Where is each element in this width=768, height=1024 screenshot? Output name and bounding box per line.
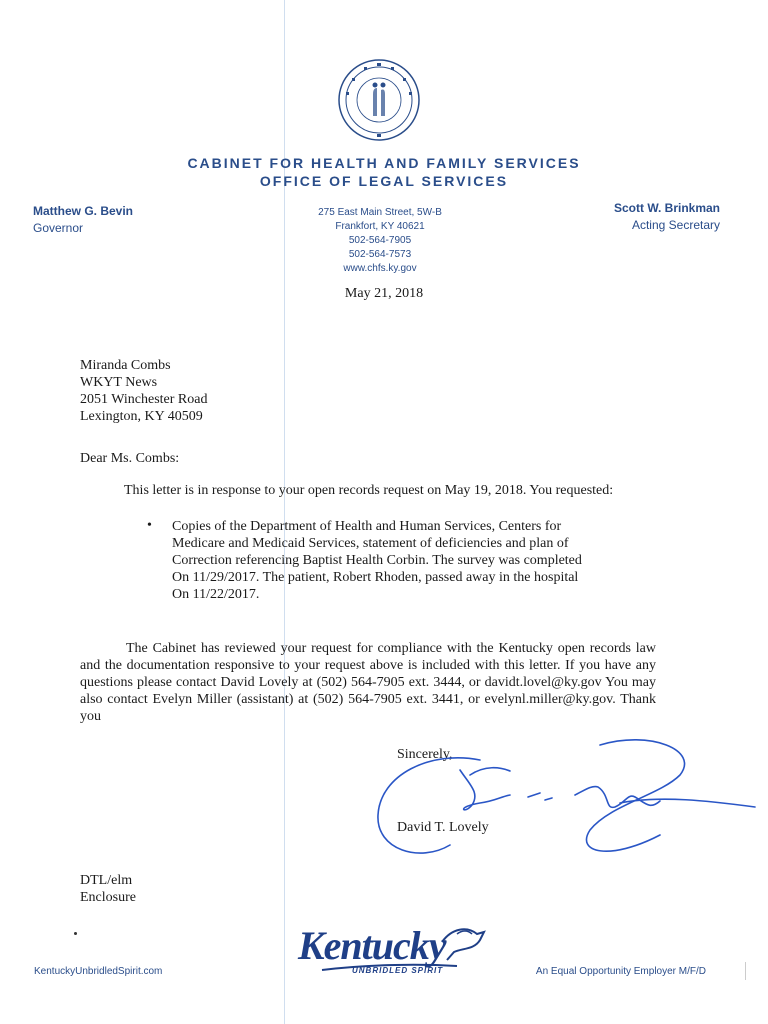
recipient-city: Lexington, KY 40509 <box>80 409 203 424</box>
request-bullet <box>172 518 642 603</box>
stray-mark <box>74 932 77 935</box>
signature-icon <box>360 735 760 865</box>
bullet-line: On 11/22/2017. <box>172 587 260 602</box>
body-paragraph: The Cabinet has reviewed your request for compliance with the Kentucky open records law and the documentation responsive to your request above is included with this letter. If you have any questions please contact David Lovely at (502) 564-7905 ext. 3444, or davidt.lovel@ky.gov You may also contact Evelyn Miller (assistant) at (502) 564-7905 ext. 3441, or evelynl.miller@ky.gov. Thank you <box>80 641 656 724</box>
reference-block <box>80 872 136 906</box>
footer-equal-opportunity: An Equal Opportunity Employer M/F/D <box>535 966 706 977</box>
address-phone-1: 502-564-7905 <box>348 235 412 246</box>
typist-initials: DTL/elm <box>80 873 133 888</box>
footer-website: KentuckyUnbridledSpirit.com <box>34 966 163 977</box>
secretary-block <box>614 200 720 234</box>
secretary-name: Scott W. Brinkman <box>613 201 720 215</box>
edge-mark <box>745 962 746 980</box>
kentucky-seal-icon <box>337 58 421 142</box>
kentucky-logo-tagline: UNBRIDLED SPIRIT <box>352 966 444 975</box>
salutation: Dear Ms. Combs: <box>80 451 180 466</box>
intro-text: This letter is in response to your open records request on May 19, 2018. You requested: <box>124 483 614 498</box>
cabinet-title: CABINET FOR HEALTH AND FAMILY SERVICES <box>187 155 581 171</box>
office-address <box>230 206 530 276</box>
letter-date: May 21, 2018 <box>344 286 424 301</box>
address-street: 275 East Main Street, 5W-B <box>318 207 442 218</box>
secretary-title: Acting Secretary <box>631 218 720 232</box>
office-title: OFFICE OF LEGAL SERVICES <box>259 173 509 189</box>
governor-name: Matthew G. Bevin <box>33 204 134 218</box>
fold-line <box>284 0 285 1024</box>
governor-block <box>33 203 133 237</box>
bullet-line: Medicare and Medicaid Services, statement of deficiencies and plan of <box>172 536 569 551</box>
recipient-street: 2051 Winchester Road <box>80 392 208 407</box>
recipient-name: Miranda Combs <box>80 358 171 373</box>
bullet-icon: • <box>147 518 152 533</box>
address-city: Frankfort, KY 40621 <box>335 221 425 232</box>
bullet-line: Copies of the Department of Health and Human Services, Centers for <box>172 519 562 534</box>
bullet-line: Correction referencing Baptist Health Corbin. The survey was completed <box>172 553 582 568</box>
signer-name: David T. Lovely <box>397 820 489 835</box>
address-phone-2: 502-564-7573 <box>348 249 412 260</box>
bullet-line: On 11/29/2017. The patient, Robert Rhoden, passed away in the hospital <box>172 570 579 585</box>
address-web: www.chfs.ky.gov <box>343 263 417 274</box>
kentucky-logo-word: Kentucky <box>298 923 446 968</box>
governor-title: Governor <box>33 221 84 235</box>
recipient-address <box>80 357 207 425</box>
enclosure-note: Enclosure <box>80 890 136 905</box>
recipient-org: WKYT News <box>80 375 158 390</box>
closing: Sincerely, <box>397 747 453 762</box>
